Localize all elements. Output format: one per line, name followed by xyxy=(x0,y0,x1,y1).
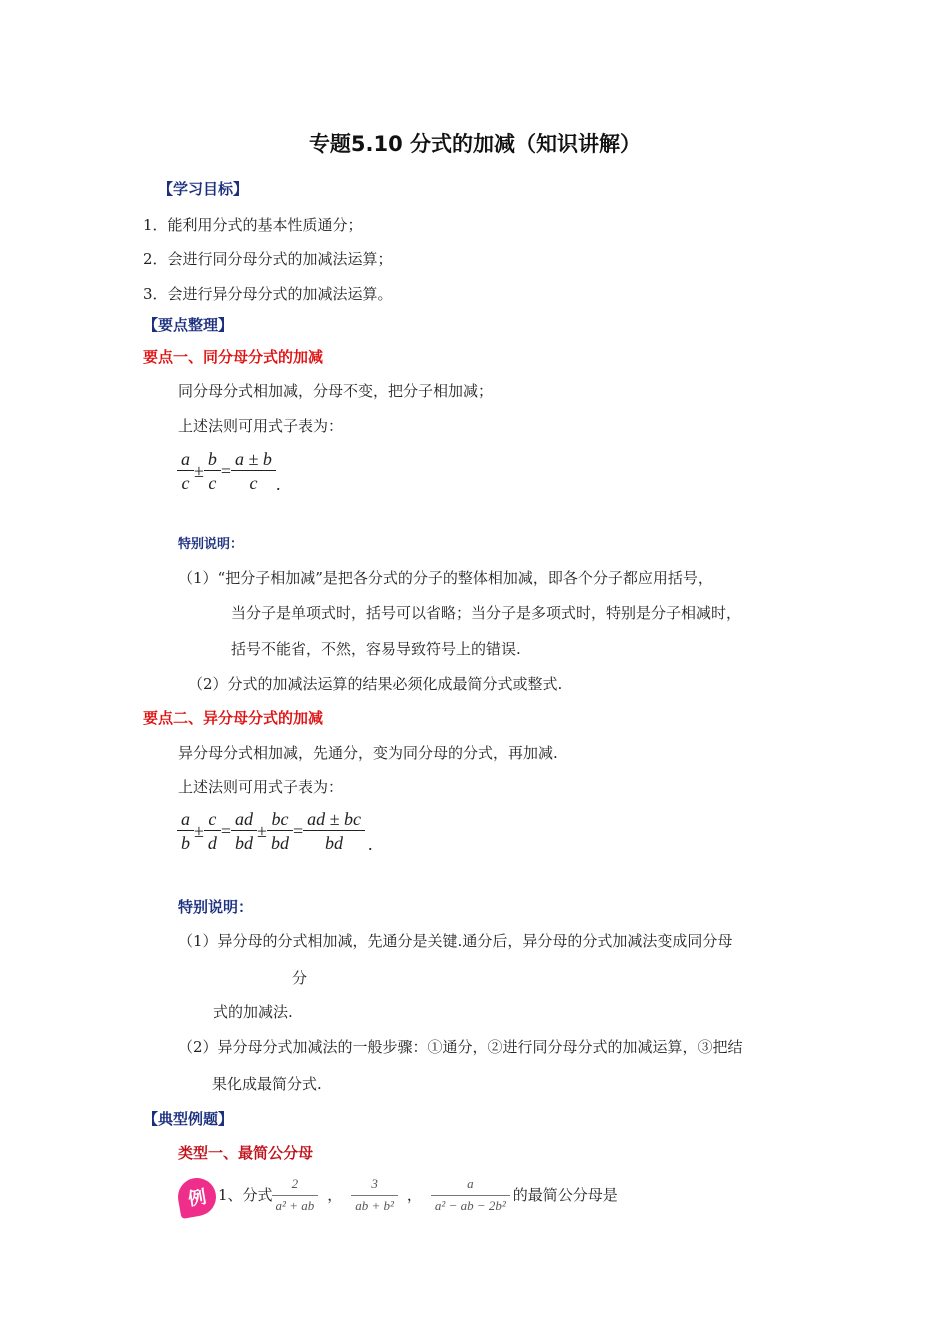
point1-heading: 要点一、同分母分式的加减 xyxy=(143,348,324,366)
formula-same-denominator xyxy=(178,448,281,495)
separator: ， xyxy=(406,1188,422,1204)
point2-rule: 异分母分式相加减，先通分，变为同分母的分式，再加减. xyxy=(178,744,558,762)
fraction xyxy=(433,1173,508,1216)
fraction xyxy=(353,1173,396,1216)
denominator: c xyxy=(231,470,276,495)
numerator: bc xyxy=(271,809,289,829)
operator: = xyxy=(292,821,304,841)
note-line: 式的加减法. xyxy=(213,1003,293,1021)
note-line: 分 xyxy=(292,969,308,987)
point2-intro: 上述法则可用式子表为： xyxy=(178,778,344,796)
note-line: （2）异分母分式加减法的一般步骤：①通分，②进行同分母分式的加减运算，③把结 xyxy=(178,1038,743,1056)
fraction xyxy=(179,448,192,495)
example-badge-icon: 例 xyxy=(175,1175,219,1219)
fraction xyxy=(206,808,219,855)
fraction xyxy=(206,448,219,495)
numerator: 3 xyxy=(371,1176,378,1191)
formula-different-denominator xyxy=(178,808,373,855)
operator: ± xyxy=(194,821,204,841)
fraction xyxy=(269,808,291,855)
numerator: a xyxy=(181,449,190,469)
numerator: a xyxy=(181,809,190,829)
separator: ， xyxy=(327,1188,343,1204)
denominator: c xyxy=(177,470,194,495)
operator: ± xyxy=(194,461,204,481)
denominator: bd xyxy=(267,830,293,855)
goal-item: 3．会进行异分母分式的加减法运算。 xyxy=(143,285,393,303)
operator: = xyxy=(220,821,232,841)
operator: = xyxy=(220,461,232,481)
numerator: ad ± bc xyxy=(307,809,361,829)
numerator: 2 xyxy=(291,1176,299,1191)
period: . xyxy=(275,474,281,494)
note-line: （1）“把分子相加减”是把各分式的分子的整体相加减，即各个分子都应用括号， xyxy=(178,569,713,587)
fraction xyxy=(179,808,192,855)
numerator: a ± b xyxy=(235,449,272,469)
examples-heading: 【典型例题】 xyxy=(143,1110,234,1128)
denominator: ab + b² xyxy=(351,1195,398,1216)
operator: ± xyxy=(257,821,267,841)
example-1 xyxy=(218,1173,618,1216)
example-prefix: 1、分式 xyxy=(218,1186,273,1204)
denominator: a² + ab xyxy=(272,1195,319,1216)
note-line: （1）异分母的分式相加减，先通分是关键.通分后，异分母的分式加减法变成同分母 xyxy=(178,932,733,950)
numerator: c xyxy=(208,809,217,829)
points-heading: 【要点整理】 xyxy=(143,316,234,334)
note-line: 括号不能省，不然，容易导致符号上的错误. xyxy=(231,640,521,658)
page-title: 专题5.10 分式的加减（知识讲解） xyxy=(308,132,642,156)
fraction xyxy=(305,808,363,855)
point1-rule: 同分母分式相加减，分母不变，把分子相加减； xyxy=(178,382,494,400)
note-line: 果化成最简分式. xyxy=(212,1075,322,1093)
numerator: ad xyxy=(235,809,254,829)
period: . xyxy=(367,834,373,854)
denominator: bd xyxy=(231,830,257,855)
denominator: d xyxy=(204,830,221,855)
example-suffix: 的最简公分母是 xyxy=(512,1186,618,1204)
denominator: a² − ab − 2b² xyxy=(431,1195,510,1216)
note2-heading: 特别说明： xyxy=(178,898,254,916)
fraction xyxy=(274,1173,317,1216)
denominator: b xyxy=(177,830,194,855)
denominator: c xyxy=(204,470,221,495)
note1-heading: 特别说明： xyxy=(178,537,244,552)
point2-heading: 要点二、异分母分式的加减 xyxy=(143,709,324,727)
type1-heading: 类型一、最简公分母 xyxy=(178,1144,314,1162)
numerator: b xyxy=(207,449,217,469)
goal-item: 2．会进行同分母分式的加减法运算； xyxy=(143,250,393,268)
note-line: 当分子是单项式时，括号可以省略；当分子是多项式时，特别是分子相减时， xyxy=(231,604,742,622)
goal-item: 1．能利用分式的基本性质通分； xyxy=(143,216,363,234)
fraction xyxy=(233,448,274,495)
numerator: a xyxy=(467,1176,474,1191)
denominator: bd xyxy=(303,830,365,855)
note-line: （2）分式的加减法运算的结果必须化成最简分式或整式. xyxy=(188,675,563,693)
point1-intro: 上述法则可用式子表为： xyxy=(178,417,344,435)
fraction xyxy=(233,808,255,855)
goals-heading: 【学习目标】 xyxy=(158,180,249,198)
